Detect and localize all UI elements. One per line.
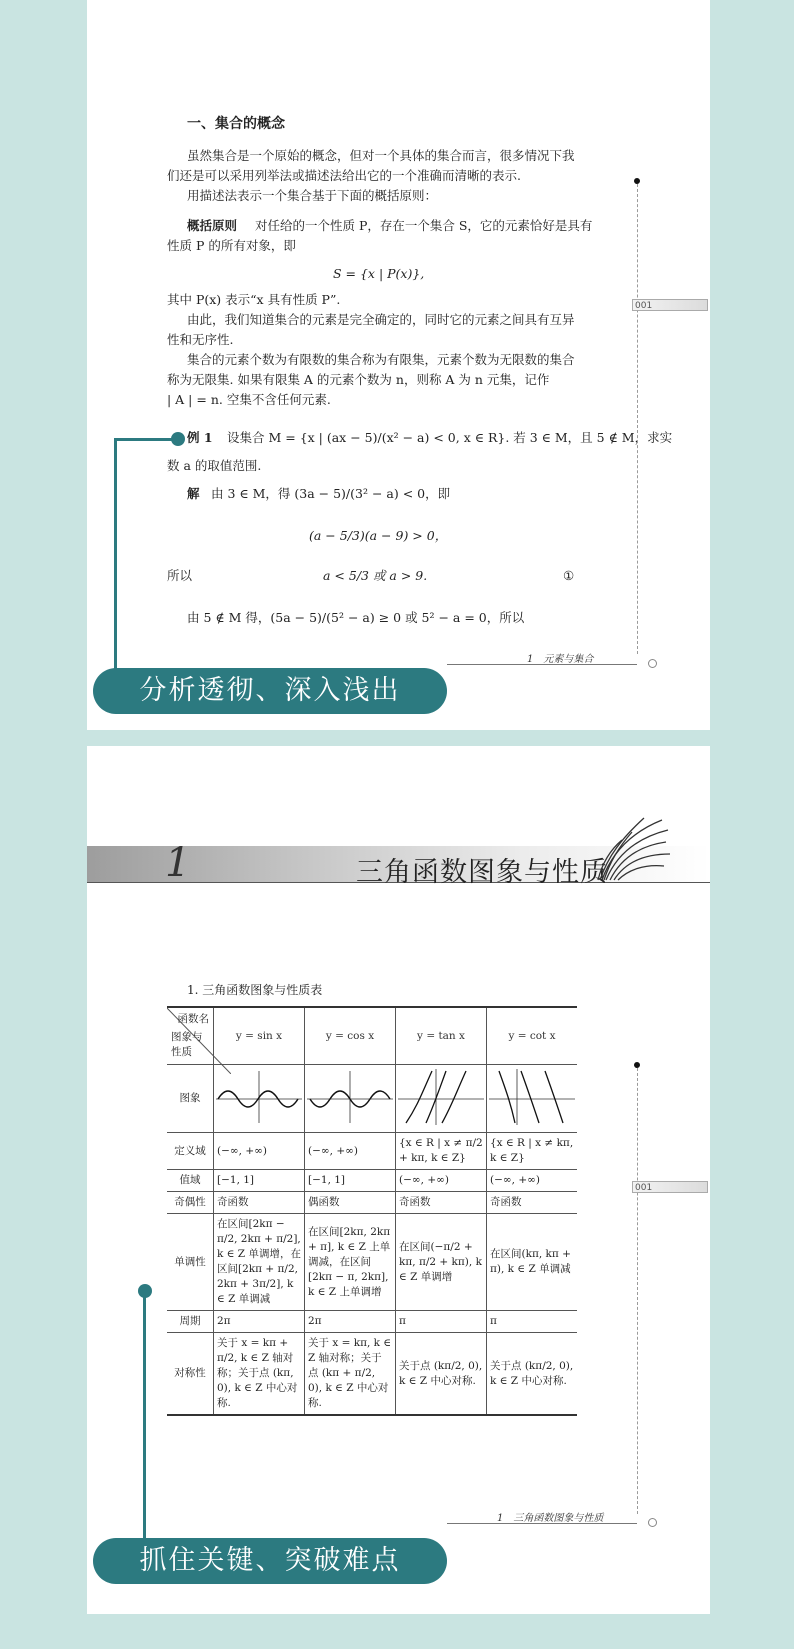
table-cell: 关于 x = kπ + π/2, k ∈ Z 轴对称；关于点 (kπ, 0), k ∈ Z 中心对称. — [214, 1333, 305, 1416]
table-cell: 2π — [214, 1311, 305, 1333]
function-header: y = tan x — [396, 1007, 487, 1065]
callout-connector — [114, 438, 117, 678]
formula-set-definition: S = {x | P(x)}, — [333, 266, 425, 281]
table-cell: (−∞, +∞) — [487, 1170, 578, 1192]
table-caption: 1. 三角函数图象与性质表 — [187, 983, 323, 997]
paragraph-line: | A | = n. 空集不含任何元素. — [167, 392, 331, 407]
feature-banner: 分析透彻、深入浅出 — [93, 668, 447, 714]
solution-text: 由 5 ∉ M 得，(5a − 5)/(5² − a) ≥ 0 或 5² − a = 0，所以 — [187, 610, 525, 625]
page-number-tab: 001 — [632, 299, 708, 311]
table-cell: 在区间[2kπ, 2kπ + π], k ∈ Z 上单调减，在区间[2kπ − π, 2kπ], k ∈ Z 上单调增 — [305, 1214, 396, 1311]
row-label: 定义域 — [167, 1133, 214, 1170]
sin-graph — [214, 1065, 304, 1127]
chapter-header-band — [87, 840, 710, 888]
table-cell: 2π — [305, 1311, 396, 1333]
callout-connector — [115, 438, 175, 441]
row-label: 图象 — [167, 1065, 214, 1133]
sin-graph-cell — [214, 1065, 305, 1133]
table-row — [167, 1333, 577, 1416]
principle-label: 概括原则 — [187, 218, 238, 233]
table-cell: [−1, 1] — [305, 1170, 396, 1192]
solution-formula: (a − 5/3)(a − 9) > 0， — [309, 528, 448, 543]
row-label: 单调性 — [167, 1214, 214, 1311]
table-cell: 关于点 (kπ/2, 0), k ∈ Z 中心对称. — [396, 1333, 487, 1416]
table-row — [167, 1007, 577, 1065]
tan-graph — [396, 1065, 486, 1127]
paragraph-line: 性质 P 的所有对象，即 — [167, 238, 296, 253]
table-cell: (−∞, +∞) — [214, 1133, 305, 1170]
row-label: 对称性 — [167, 1333, 214, 1416]
example-text: 数 a 的取值范围. — [167, 458, 262, 473]
table-cell: 偶函数 — [305, 1192, 396, 1214]
cot-graph-cell — [487, 1065, 578, 1133]
table-cell: {x ∈ R | x ≠ kπ, k ∈ Z} — [487, 1133, 578, 1170]
cos-graph-cell — [305, 1065, 396, 1133]
table-row — [167, 1214, 577, 1311]
header-diagonal-cell — [167, 1007, 214, 1065]
paragraph-line: 称为无限集. 如果有限集 A 的元素个数为 n，则称 A 为 n 元集，记作 — [167, 372, 550, 387]
paragraph-line: 对任给的一个性质 P，存在一个集合 S，它的元素恰好是具有 — [255, 218, 593, 233]
table-cell: 奇函数 — [396, 1192, 487, 1214]
paragraph-line: 集合的元素个数为有限数的集合称为有限集，元素个数为无限数的集合 — [187, 352, 575, 367]
margin-dashed-line — [637, 184, 638, 654]
callout-connector — [143, 1292, 146, 1544]
solution-text: 由 3 ∈ M，得 (3a − 5)/(3² − a) < 0，即 — [211, 486, 451, 501]
equation-marker: ① — [563, 568, 575, 583]
table-cell: 奇函数 — [214, 1192, 305, 1214]
function-header: y = cot x — [487, 1007, 578, 1065]
row-label: 奇偶性 — [167, 1192, 214, 1214]
table-cell: π — [487, 1311, 578, 1333]
page-number-tab: 001 — [632, 1181, 708, 1193]
table-row — [167, 1192, 577, 1214]
table-cell: {x ∈ R | x ≠ π/2 + kπ, k ∈ Z} — [396, 1133, 487, 1170]
paragraph-line: 性和无序性. — [167, 332, 234, 347]
book-page-1 — [87, 0, 710, 730]
margin-dashed-line — [637, 1068, 638, 1514]
so-formula: a < 5/3 或 a > 9. — [323, 568, 428, 583]
paragraph-line: 虽然集合是一个原始的概念，但对一个具体的集合而言，很多情况下我 — [187, 148, 575, 163]
so-label: 所以 — [167, 568, 193, 583]
solution-label: 解 — [187, 486, 200, 501]
feature-banner: 抓住关键、突破难点 — [93, 1538, 447, 1584]
header-props-line: 性质 — [171, 1046, 192, 1058]
example-label: 例 1 — [187, 430, 213, 445]
table-cell: 关于点 (kπ/2, 0), k ∈ Z 中心对称. — [487, 1333, 578, 1416]
table-cell: 在区间[2kπ − π/2, 2kπ + π/2], k ∈ Z 单调增，在区间[2kπ + π/2, 2kπ + 3π/2], k ∈ Z 单调减 — [214, 1214, 305, 1311]
table-cell: 关于 x = kπ, k ∈ Z 轴对称；关于点 (kπ + π/2, 0), k ∈ Z 中心对称. — [305, 1333, 396, 1416]
table-cell: 奇函数 — [487, 1192, 578, 1214]
trig-properties-table — [167, 1006, 577, 1416]
table-cell: 在区间(−π/2 + kπ, π/2 + kπ), k ∈ Z 单调增 — [396, 1214, 487, 1311]
footer-ring — [648, 659, 657, 668]
footer-ring — [648, 1518, 657, 1527]
running-footer: 1 元素与集合 — [527, 654, 594, 665]
grass-illustration — [592, 812, 672, 882]
function-header: y = cos x — [305, 1007, 396, 1065]
table-row — [167, 1311, 577, 1333]
table-cell: π — [396, 1311, 487, 1333]
header-props — [171, 1030, 203, 1060]
tan-graph-cell — [396, 1065, 487, 1133]
row-label: 周期 — [167, 1311, 214, 1333]
cot-graph — [487, 1065, 577, 1127]
header-function-name: 函数名 — [177, 1013, 209, 1025]
chapter-title: 三角函数图象与性质 — [356, 857, 608, 888]
table-row — [167, 1065, 577, 1133]
table-row — [167, 1170, 577, 1192]
chapter-number: 1 — [165, 840, 191, 886]
header-props-line: 图象与 — [171, 1031, 203, 1043]
paragraph-line: 用描述法表示一个集合基于下面的概括原则： — [187, 188, 438, 203]
table-cell: (−∞, +∞) — [305, 1133, 396, 1170]
row-label: 值域 — [167, 1170, 214, 1192]
section-title: 一、集合的概念 — [187, 116, 285, 132]
table-row — [167, 1133, 577, 1170]
running-footer: 1 三角函数图象与性质 — [497, 1513, 604, 1524]
example-text: 设集合 M = {x | (ax − 5)/(x² − a) < 0, x ∈ R}. 若 3 ∈ M，且 5 ∉ M，求实 — [227, 430, 673, 445]
table-cell: (−∞, +∞) — [396, 1170, 487, 1192]
paragraph-line: 由此，我们知道集合的元素是完全确定的，同时它的元素之间具有互异 — [187, 312, 575, 327]
function-header: y = sin x — [214, 1007, 305, 1065]
book-page-2 — [87, 746, 710, 1614]
table-cell: 在区间(kπ, kπ + π), k ∈ Z 单调减 — [487, 1214, 578, 1311]
paragraph-line: 们还是可以采用列举法或描述法给出它的一个准确而清晰的表示. — [167, 168, 521, 183]
cos-graph — [305, 1065, 395, 1127]
paragraph-line: 其中 P(x) 表示“x 具有性质 P”. — [167, 292, 341, 307]
table-cell: [−1, 1] — [214, 1170, 305, 1192]
